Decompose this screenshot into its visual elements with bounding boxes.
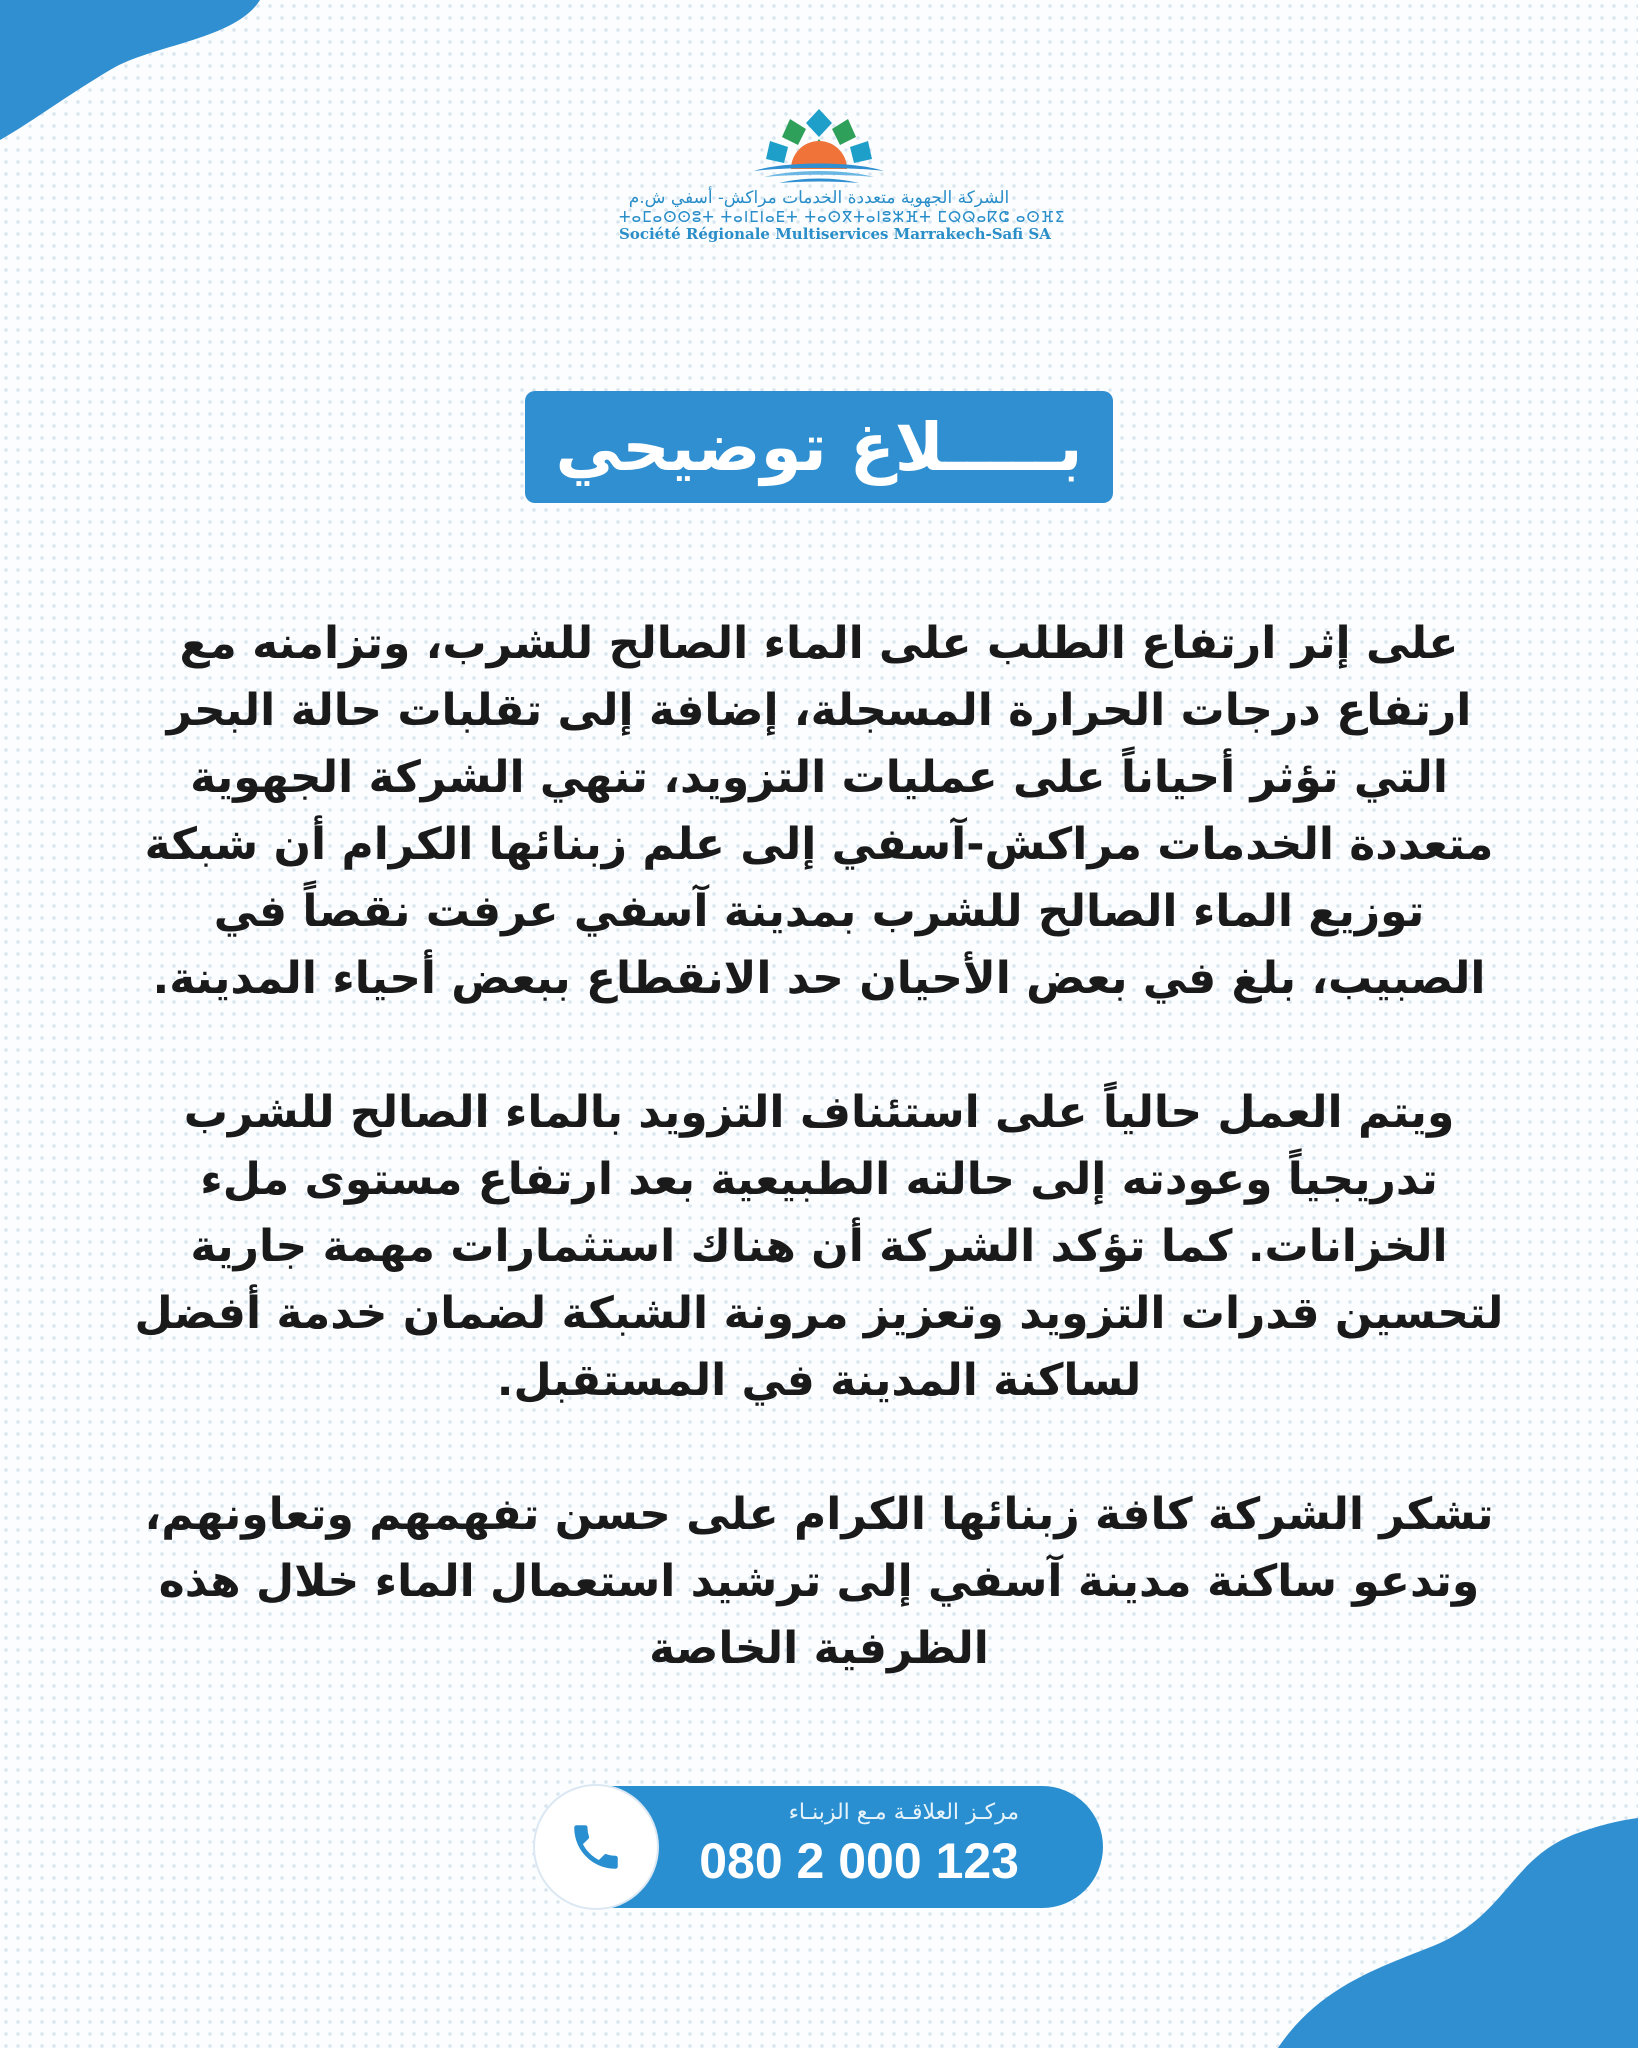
logo-emblem-icon [744,105,894,187]
phone-icon [567,1818,625,1876]
contact-center-label: مركـز العلاقـة مـع الزبنـاء [788,1800,1019,1825]
logo-arabic-name: الشركة الجهوية متعددة الخدمات مراكش- أسفي ش.م [628,188,1010,208]
company-logo [619,105,1066,275]
top-left-wave-decoration [0,0,300,160]
page-title: بـــــلاغ توضيحي [555,408,1083,486]
title-banner [525,391,1113,503]
phone-icon-circle [535,1786,657,1908]
logo-tifinagh-name: ⵜⴰⵎⴰⵙⵙⵓⵜ ⵜⴰⵏⵎⵏⴰⴹⵜ ⵜⴰⵙⴳⵜⴰⵏⵓⵣⴼⵜ ⵎⵕⵕⴰⴽⵛ ⴰⵙⴼⵉ [619,207,1066,226]
paragraph-1: على إثر ارتفاع الطلب على الماء الصالح للشرب، وتزامنه مع ارتفاع درجات الحرارة المسجلة، إضافة إلى تقلبات حالة البحر التي تؤثر أحياناً على عمليات التزويد، تنهي الشركة الجهوية متعددة الخدمات مراكش-آسفي إلى علم زبنائها الكرام أن شبكة توزيع الماء الصالح للشرب بمدينة آسفي عرفت نقصاً في الصبيب، بلغ في بعض الأحيان حد الانقطاع ببعض أحياء المدينة. [144,618,1494,1004]
contact-phone-number[interactable]: 080 2 000 123 [699,1833,1019,1889]
paragraph-3: تشكر الشركة كافة زبنائها الكرام على حسن تفهمهم وتعاونهم، وتدعو ساكنة مدينة آسفي إلى ترشيد استعمال الماء خلال هذه الظرفية الخاصة [144,1489,1494,1674]
paragraph-2: ويتم العمل حالياً على استئناف التزويد بالماء الصالح للشرب تدريجياً وعودته إلى حالته الطبيعية بعد ارتفاع مستوى ملء الخزانات. كما تؤكد الشركة أن هناك استثمارات مهمة جارية لتحسين قدرات التزويد وتعزيز مرونة الشبكة لضمان خدمة أفضل لساكنة المدينة في المستقبل. [134,1087,1504,1406]
announcement-body [120,610,1518,1749]
logo-french-name: Société Régionale Multiservices Marrakech-Safi SA [619,224,1051,243]
customer-contact-pill[interactable] [535,1786,1103,1908]
bottom-right-wave-decoration [1178,1818,1638,2048]
